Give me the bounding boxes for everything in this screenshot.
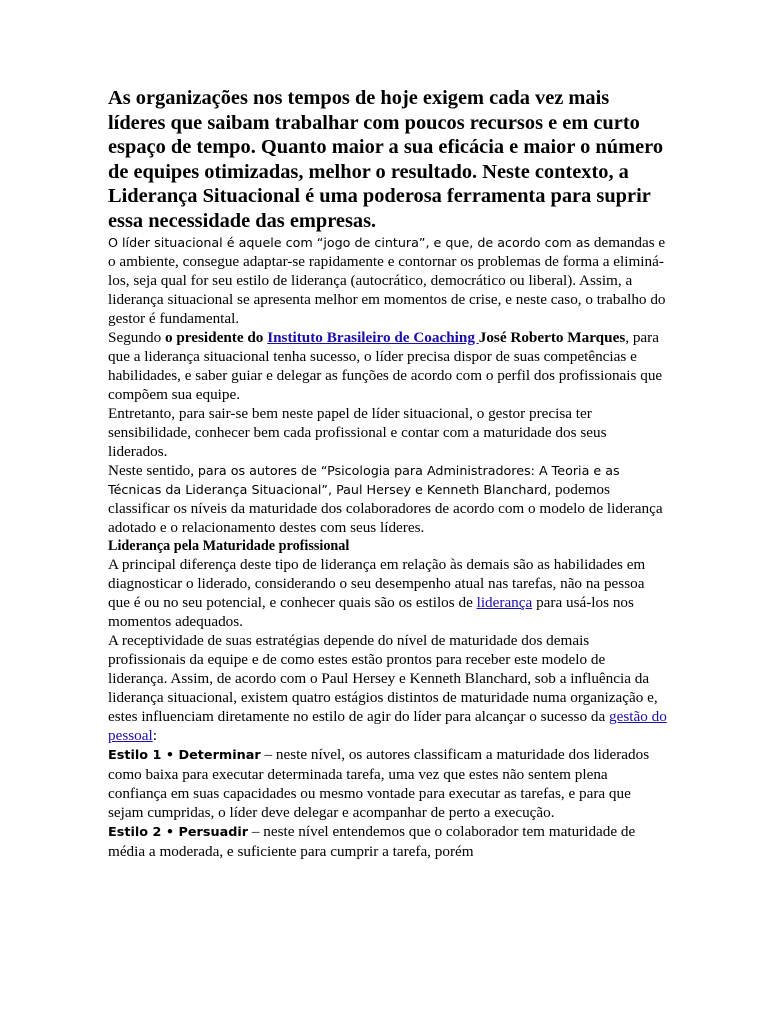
paragraph-text: A receptividade de suas estratégias depende do nível de maturidade dos demais profissionais da equipe e de como estes estão prontos para receber este modelo de liderança. Assim, de acordo com o Paul Hersey e Kenneth Blanchard, sob a influência da liderança situacional, existem quatro estágios distintos de maturidade numa organização e, estes influenciam diretamente no estilo de agir do líder para alcançar o sucesso da	[108, 632, 658, 725]
paragraph-sans-part: O líder situacional é aquele com “jogo de cintura”, e que, de acordo com as	[108, 235, 591, 250]
paragraph-serif-prefix: Neste sentido,	[108, 462, 198, 479]
paragraph-suffix: para usá-los nos momentos adequados.	[108, 594, 634, 630]
estilo-1-label: Estilo 1 • Determinar	[108, 748, 261, 763]
headline: As organizações nos tempos de hoje exigem cada vez mais líderes que saibam trabalhar com poucos recursos e em curto espaço de tempo. Quanto maior a sua eficácia e maior o número de equipes otimizadas, melhor o resultado. Neste contexto, a Liderança Situacional é uma poderosa ferramenta para suprir essa necessidade das empresas.	[108, 87, 664, 232]
paragraph-prefix: Segundo	[108, 329, 165, 346]
estilo-2-text: – neste nível entendemos que o colaborador tem maturidade de média a moderada, e suficiente para cumprir a tarefa, porém	[108, 823, 636, 860]
paragraph-rest: , para que a liderança situacional tenha sucesso, o líder precisa dispor de suas competências e habilidades, e saber guiar e delegar as funções de acordo com o perfil dos profissionais que compõem sua equipe.	[108, 329, 663, 403]
paragraph-leader-definition	[108, 233, 668, 328]
estilo-2-label: Estilo 2 • Persuadir	[108, 825, 249, 840]
instituto-coaching-link[interactable]: Instituto Brasileiro de Coaching	[267, 329, 479, 346]
paragraph-receptivity	[108, 631, 668, 745]
paragraph-sensitivity: Entretanto, para sair-se bem neste papel de líder situacional, o gestor precisa ter sensibilidade, conhecer bem cada profissional e contar com a maturidade dos seus liderados.	[108, 405, 607, 460]
paragraph-sans-part: para os autores de “Psicologia para Administradores: A Teoria e as Técnicas da Liderança Situacional”, Paul Hersey e Kenneth Blanchard,	[108, 463, 620, 497]
paragraph-bold-prefix: o presidente do	[164, 329, 268, 346]
paragraph-estilo-1	[108, 745, 668, 822]
lideranca-link[interactable]: liderança	[476, 594, 533, 611]
paragraph-ibc-president	[108, 328, 668, 404]
paragraph-authors	[108, 461, 668, 537]
paragraph-suffix: :	[152, 727, 157, 744]
section-heading: Liderança pela Maturidade profissional	[108, 538, 350, 554]
paragraph-main-difference	[108, 555, 668, 631]
paragraph-text: A principal diferença deste tipo de liderança em relação às demais são as habilidades em diagnosticar o liderado, considerando o seu desempenho atual nas tarefas, não na pessoa que é ou no seu potencial, e conhecer quais são os estilos de	[108, 556, 646, 611]
paragraph-bold-name: José Roberto Marques	[478, 329, 626, 346]
paragraph-estilo-2	[108, 822, 668, 861]
estilo-1-text: – neste nível, os autores classificam a maturidade dos liderados como baixa para executar determinada tarefa, uma vez que estes não sentem plena confiança em suas capacidades ou mesmo vontade para executar as tarefas, e para que sejam cumpridas, o líder deve delegar e acompanhar de perto a execução.	[108, 746, 650, 821]
document-page	[108, 86, 668, 861]
paragraph-serif-part: demandas e o ambiente, consegue adaptar-se rapidamente e contornar os problemas de forma a eliminá-los, seja qual for seu estilo de liderança (autocrático, democrático ou liberal). Assim, a liderança situacional se apresenta melhor em momentos de crise, e neste caso, o trabalho do gestor é fundamental.	[108, 234, 666, 327]
paragraph-serif-part: podemos classificar os níveis da maturidade dos colaboradores de acordo com o modelo de liderança adotado e o relacionamento destes com seus líderes.	[108, 481, 663, 536]
gestao-pessoal-link[interactable]: gestão do pessoal	[108, 708, 667, 744]
